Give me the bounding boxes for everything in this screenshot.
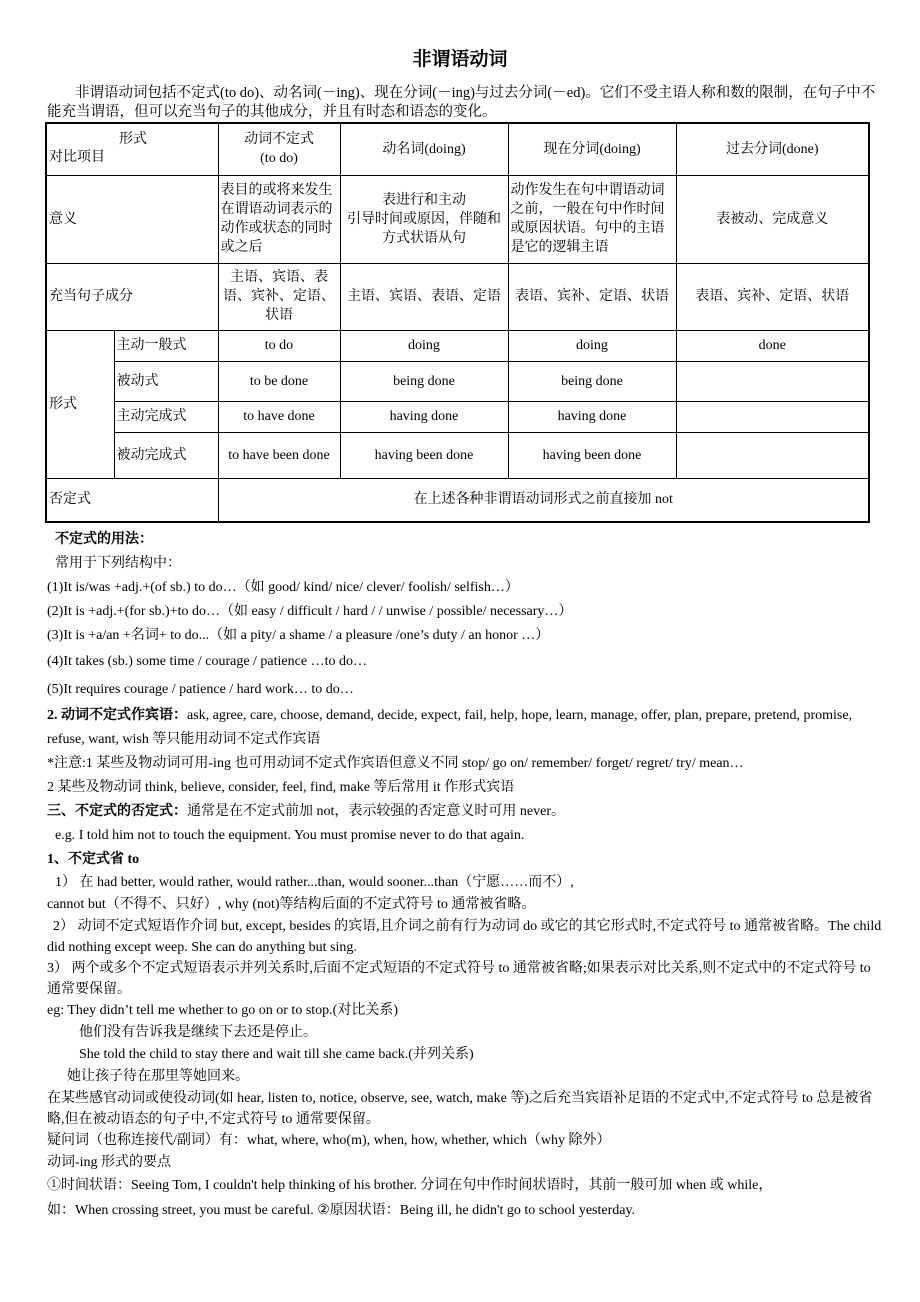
corner-cell (46, 123, 218, 175)
form-label: 形式 (46, 330, 114, 478)
section-heading: 1、不定式省 to (47, 852, 140, 867)
text-line: cannot but（不得不、只好）, why (not)等结构后面的不定式符号 to 通常被省略。 (47, 897, 536, 912)
page-title: 非谓语动词 (412, 49, 508, 70)
form-cell (676, 432, 869, 478)
form-cell: doing (508, 330, 676, 361)
negative-label: 否定式 (46, 478, 218, 522)
meaning-present-participle: 动作发生在句中谓语动词之前，一般在句中作时间或原因状语。句中的主语是它的逻辑主语 (508, 175, 676, 263)
text-paragraph: 3） 两个或多个不定式短语表示并列关系时,后面不定式短语的不定式符号 to 通常被省略;如果表示对比关系,则不定式中的不定式符号 to 通常要保留。 (47, 961, 871, 997)
text-line: (5)It requires courage / patience / hard work… to do… (47, 682, 354, 697)
text-line: (4)It takes (sb.) some time / courage / patience …to do… (47, 654, 367, 669)
form-cell: to have done (218, 401, 340, 432)
text-paragraph: 2） 动词不定式短语作介词 but, except, besides 的宾语,且介词之前有行为动词 do 或它的其它形式时,不定式符号 to 通常被省略。The child did nothing except weep. She can do anything but sing. (47, 919, 882, 955)
form-cell: to do (218, 330, 340, 361)
header-gerund: 动名词(doing) (340, 123, 508, 175)
form-name: 被动完成式 (114, 432, 218, 478)
paragraph-heading: 2. 动词不定式作宾语： (47, 708, 187, 723)
function-infinitive: 主语、宾语、表语、宾补、定语、状语 (218, 263, 340, 330)
body-text (47, 528, 885, 1224)
meaning-infinitive: 表目的或将来发生在谓语动词表示的动作或状态的同时或之后 (218, 175, 340, 263)
line-text: 通常是在不定式前加 not，表示较强的否定意义时可用 never。 (187, 804, 565, 819)
form-cell: being done (340, 361, 508, 401)
text-paragraph: ①时间状语：Seeing Tom, I couldn't help thinking of his brother. 分词在句中作时间状语时，其前一般可加 when 或 while， (47, 1178, 773, 1193)
comparison-table (45, 122, 870, 523)
form-cell (676, 361, 869, 401)
text-line: She told the child to stay there and wait till she came back.(并列关系) (79, 1047, 474, 1062)
text-line: (3)It is +a/an +名词+ to do...（如 a pity/ a shame / a pleasure /one’s duty / an honor …） (47, 628, 550, 643)
text-line: 1） 在 had better, would rather, would rather...than, would sooner...than（宁愿……而不）, (55, 875, 574, 890)
corner-top-label: 形式 (119, 132, 147, 147)
meaning-past-participle: 表被动、完成意义 (676, 175, 869, 263)
meaning-label: 意义 (46, 175, 218, 263)
text-line: 如：When crossing street, you must be careful. ②原因状语：Being ill, he didn't go to school yesterday. (47, 1203, 636, 1218)
intro-paragraph: 非谓语动词包括不定式(to do)、动名词(－ing)、现在分词(－ing)与过去分词(－ed)。它们不受主语人称和数的限制，在句子中不能充当谓语，但可以充当句子的其他成分，并且有时态和语态的变化。 (47, 85, 876, 120)
meaning-gerund: 表进行和主动 引导时间或原因，伴随和方式状语从句 (340, 175, 508, 263)
form-name: 主动完成式 (114, 401, 218, 432)
form-cell: to be done (218, 361, 340, 401)
header-present-participle: 现在分词(doing) (508, 123, 676, 175)
text-line: 他们没有告诉我是继续下去还是停止。 (79, 1025, 317, 1040)
form-cell: doing (340, 330, 508, 361)
text-line: eg: They didn’t tell me whether to go on or to stop.(对比关系) (47, 1003, 398, 1018)
function-label: 充当句子成分 (46, 263, 218, 330)
line-heading: 三、不定式的否定式： (47, 804, 187, 819)
table-header-row (46, 123, 869, 175)
form-row (46, 361, 869, 401)
form-cell (676, 401, 869, 432)
header-infinitive: 动词不定式 (to do) (218, 123, 340, 175)
meaning-row (46, 175, 869, 263)
text-line: *注意:1 某些及物动词可用-ing 也可用动词不定式作宾语但意义不同 stop/ go on/ remember/ forget/ regret/ try/ mean… (47, 756, 744, 771)
text-paragraph: 在某些感官动词或使役动词(如 hear, listen to, notice, observe, see, watch, make 等)之后充当宾语补足语的不定式中,不定式符号 to 总是被省略,但在被动语态的句子中,不定式符号 to 通常要保留。 (47, 1091, 873, 1127)
function-present-participle: 表语、宾补、定语、状语 (508, 263, 676, 330)
corner-bottom-label: 对比项目 (49, 149, 105, 165)
function-row (46, 263, 869, 330)
form-cell: having been done (340, 432, 508, 478)
text-paragraph (47, 704, 885, 752)
form-row (46, 432, 869, 478)
text-line: (2)It is +adj.+(for sb.)+to do…（如 easy / difficult / hard / / unwise / possible/ necessary…） (47, 604, 573, 619)
text-line: (1)It is/was +adj.+(of sb.) to do…（如 good/ kind/ nice/ clever/ foolish/ selfish…） (47, 580, 519, 595)
text-line: 她让孩子待在那里等她回来。 (67, 1069, 249, 1084)
form-name: 被动式 (114, 361, 218, 401)
form-cell: having been done (508, 432, 676, 478)
text-line: 常用于下列结构中： (55, 556, 181, 571)
negative-row (46, 478, 869, 522)
form-row (46, 401, 869, 432)
text-line (47, 800, 885, 824)
form-row (46, 330, 869, 361)
function-past-participle: 表语、宾补、定语、状语 (676, 263, 869, 330)
form-name: 主动一般式 (114, 330, 218, 361)
text-line: 疑问词（也称连接代/副词）有：what, where, who(m), when, how, whether, which（why 除外） (47, 1133, 611, 1148)
text-line: 动词-ing 形式的要点 (47, 1155, 172, 1170)
form-cell: having done (508, 401, 676, 432)
header-past-participle: 过去分词(done) (676, 123, 869, 175)
form-cell: to have been done (218, 432, 340, 478)
form-cell: having done (340, 401, 508, 432)
form-cell: done (676, 330, 869, 361)
negative-text: 在上述各种非谓语动词形式之前直接加 not (218, 478, 869, 522)
form-cell: being done (508, 361, 676, 401)
paragraph-text: ask, agree, care, choose, demand, decide, expect, fail, help, hope, learn, manage, offer, plan, prepare, pretend, promise, refuse, want, wish 等只能用动词不定式作宾语 (47, 708, 853, 747)
text-line: e.g. I told him not to touch the equipment. You must promise never to do that again. (55, 828, 525, 843)
text-line: 2 某些及物动词 think, believe, consider, feel, find, make 等后常用 it 作形式宾语 (47, 780, 515, 795)
section-heading: 不定式的用法： (55, 532, 153, 547)
function-gerund: 主语、宾语、表语、定语 (340, 263, 508, 330)
